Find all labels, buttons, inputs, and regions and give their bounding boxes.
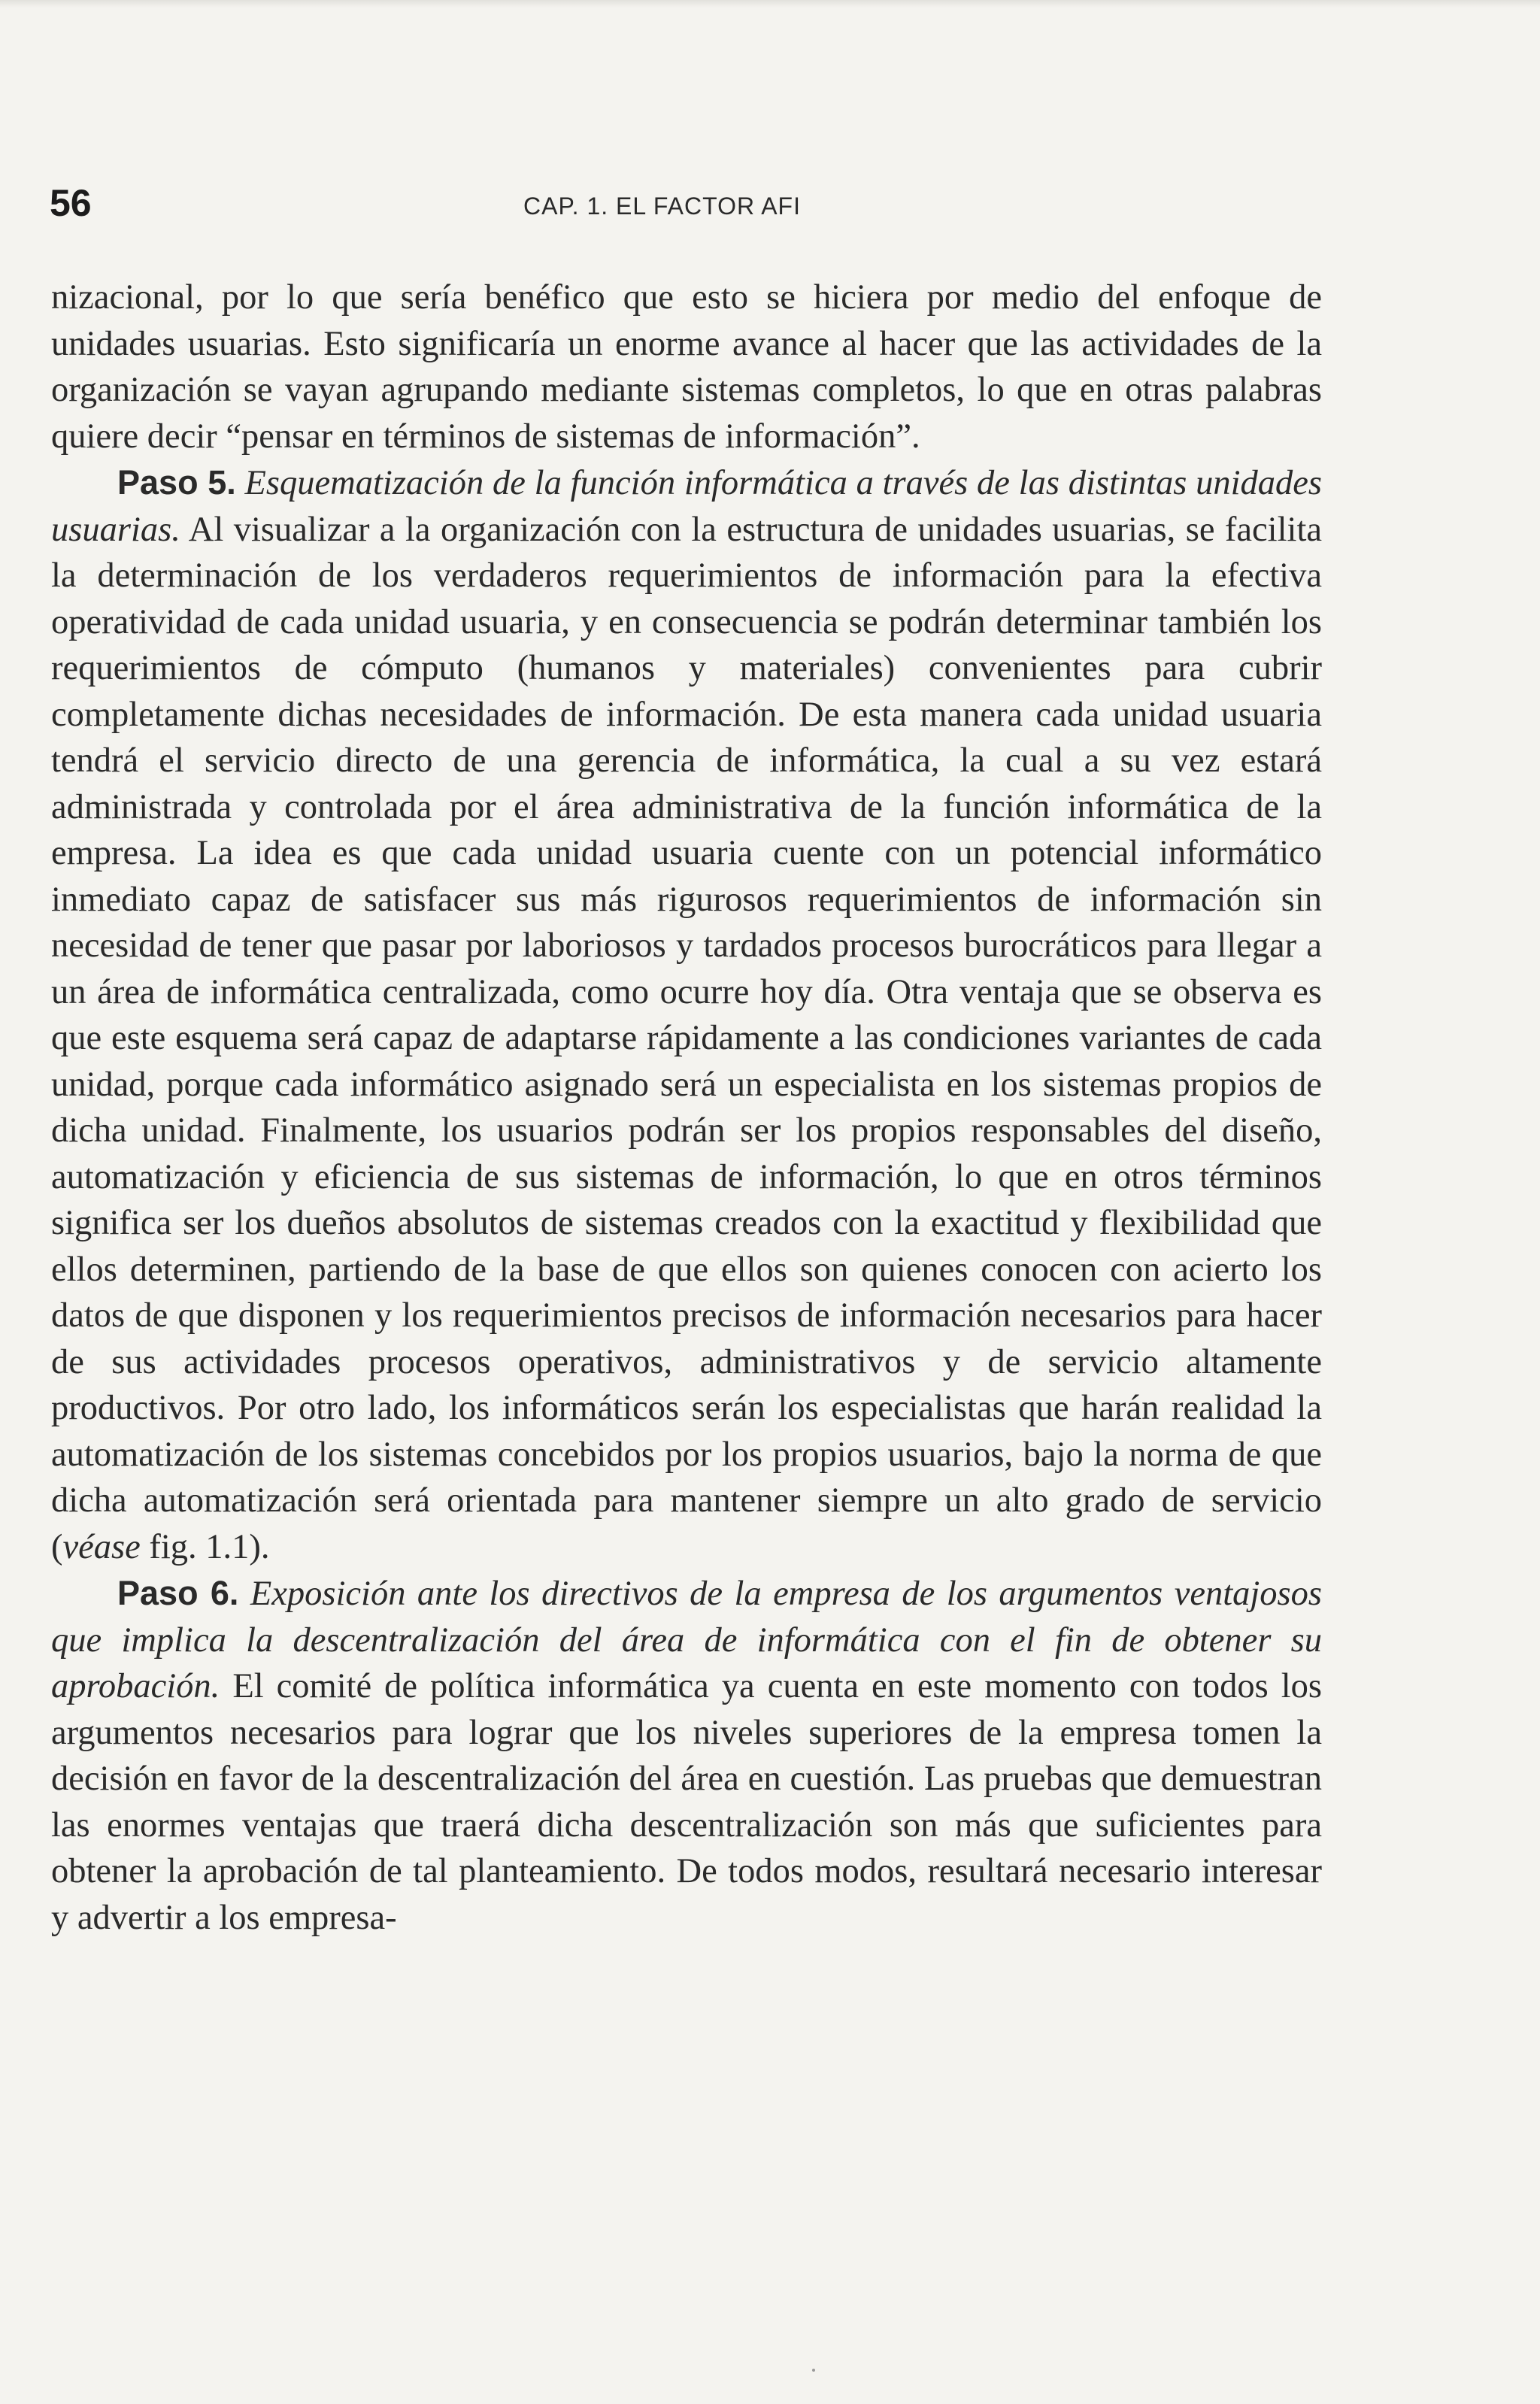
paper-speck — [812, 2369, 815, 2372]
body-text — [51, 274, 1322, 1941]
step-5-text: Al visualizar a la organización con la estructura de unidades usuarias, se facilita la determinación de los verdaderos requerimientos de información para la efectiva operatividad de cada unidad usuaria, y en consecuencia se podrán determinar también los requerimientos de cómputo (humanos y materiales) convenientes para cubrir completamente dichas necesidades de información. De esta manera cada unidad usuaria tendrá el servicio directo de una gerencia de informática, la cual a su vez estará administrada y controlada por el área administrativa de la función informática de la empresa. La idea es que cada unidad usuaria cuente con un potencial informático inmediato capaz de satisfacer sus más rigurosos requerimientos de información sin necesidad de tener que pasar por laboriosos y tardados procesos burocráticos para llegar a un área de informática centralizada, como ocurre hoy día. Otra ventaja que se observa es que este esquema será capaz de adaptarse rápidamente a las condiciones variantes de cada unidad, porque cada informático asignado será un especialista en los sistemas propios de dicha unidad. Finalmente, los usuarios podrán ser los propios responsables del diseño, automatización y eficiencia de sus sistemas de información, lo que en otros términos significa ser los dueños absolutos de sistemas creados con la exactitud y flexibilidad que ellos determinen, partiendo de la base de que ellos son quienes conocen con acierto los datos de que disponen y los requerimientos precisos de información necesarios para hacer de sus actividades procesos operativos, administrativos y de servicio altamente productivos. Por otro lado, los informáticos serán los especialistas que harán realidad la automatización de los sistemas concebidos por los propios usuarios, bajo la norma de que dicha automatización será orientada para mantener siempre un alto grado de servicio ( — [51, 510, 1322, 1566]
paragraph-step-6 — [51, 1570, 1322, 1941]
running-head: CAP. 1. EL FACTOR AFI — [523, 193, 801, 220]
step-6-label: Paso 6. — [117, 1574, 239, 1612]
figure-reference-italic: véase — [62, 1527, 141, 1566]
paragraph-step-5 — [51, 459, 1322, 1570]
page-number: 56 — [50, 182, 92, 224]
step-6-text: El comité de política informática ya cuenta en este momento con todos los argumentos necesarios para lograr que los niveles superiores de la empresa tomen la decisión en favor de la descentralización del área en cuestión. Las pruebas que demuestran las enormes ventajas que traerá dicha descentralización son más que suficientes para obtener la aprobación de tal planteamiento. De todos modos, resultará necesario interesar y advertir a los empresa- — [51, 1667, 1322, 1937]
figure-reference-tail: fig. 1.1). — [140, 1527, 270, 1566]
paragraph-continuation — [51, 274, 1322, 459]
step-5-title: Esquematización de la función informática a través de las distintas unidades usuarias. — [51, 464, 1323, 549]
paragraph-text: nizacional, por lo que sería benéfico que esto se hiciera por medio del enfoque de unidades usuarias. Esto significaría un enorme avance al hacer que las actividades de la organización se vayan agrupando mediante sistemas completos, lo que en otras palabras quiere decir “pensar en términos de sistemas de información”. — [51, 278, 1322, 456]
page-header — [50, 180, 1328, 233]
step-6-title: Exposición ante los directivos de la empresa de los argumentos ventajosos que implica la descentralización del área de informática con el fin de obtener su aprobación. — [51, 1575, 1322, 1705]
page-top-edge — [0, 0, 1540, 8]
step-5-label: Paso 5. — [117, 463, 236, 502]
